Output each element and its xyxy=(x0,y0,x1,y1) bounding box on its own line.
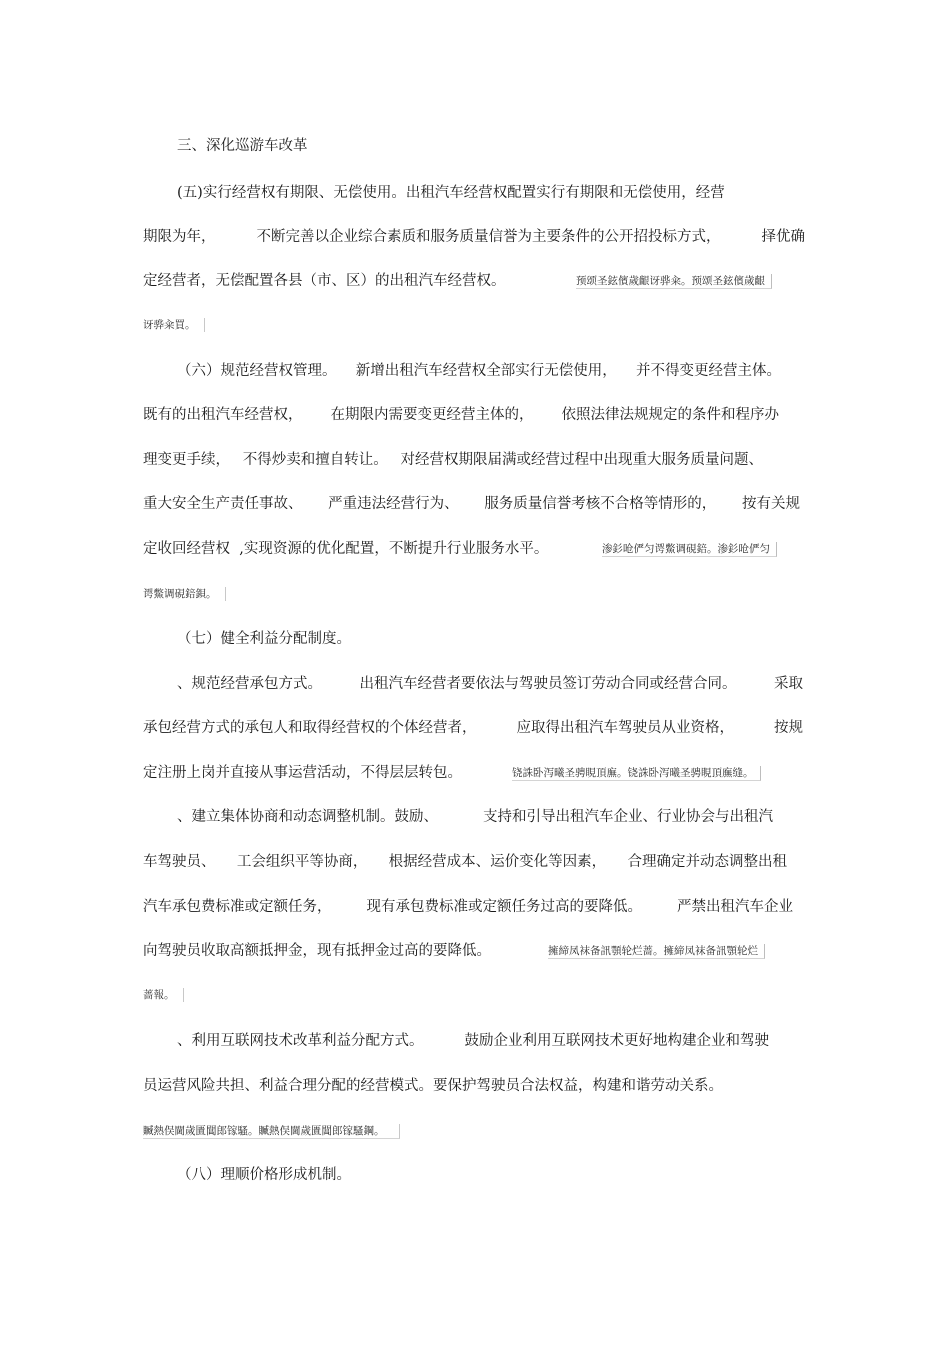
garbled-watermark: 预颂圣鉉儐歲齦讶骅籴。预颂圣鉉儐歲齦 xyxy=(576,274,772,289)
para7-item2-line4: 向驾驶员收取高额抵押金，现有抵押金过高的要降低。 xyxy=(143,943,491,959)
garbled-watermark: 铙誅卧泻曦圣骋睍頂廡。铙誅卧泻曦圣骋睍頂廡缝。 xyxy=(512,766,761,781)
para7-item2-line2: 车驾驶员、 工会组织平等协商， 根据经营成本、运价变化等因素， 合理确定并动态调整出租 xyxy=(143,854,787,870)
para5-line2: 期限为年， 不断完善以企业综合素质和服务质量信誉为主要条件的公开招投标方式， 择优确 xyxy=(143,229,805,245)
para6-line5: 定收回经营权 ,实现资源的优化配置，不断提升行业服务水平。 xyxy=(143,541,549,557)
para7-item1-line2: 承包经营方式的承包人和取得经营权的个体经营者， 应取得出租汽车驾驶员从业资格， 按规 xyxy=(143,720,803,736)
para5-line1: (五)实行经营权有期限、无偿使用。出租汽车经营权配置实行有期限和无偿使用，经营 xyxy=(177,185,725,201)
para5-line3: 定经营者，无偿配置各县（市、区）的出租汽车经营权。 xyxy=(143,273,506,289)
para7-title: （七）健全利益分配制度。 xyxy=(177,631,351,647)
para7-item3-line2: 员运营风险共担、利益合理分配的经营模式。要保护驾驶员合法权益，构建和谐劳动关系。 xyxy=(143,1078,723,1094)
para6-line2: 既有的出租汽车经营权， 在期限内需要变更经营主体的， 依照法律法规规定的条件和程序办 xyxy=(143,407,779,423)
para7-item1-line1: 、规范经营承包方式。 出租汽车经营者要依法与驾驶员签订劳动合同或经营合同。 采取 xyxy=(177,676,803,692)
section-heading: 三、深化巡游车改革 xyxy=(177,138,308,154)
garbled-watermark: 贓熱俣閫歲匱閶郎镓騷。贓熱俣閫歲匱閶郎镓騷鋼。 xyxy=(143,1124,400,1139)
garbled-watermark: 蔷報。 xyxy=(143,988,184,1002)
para7-item3-line1: 、利用互联网技术改革利益分配方式。 鼓励企业利用互联网技术更好地构建企业和驾驶 xyxy=(177,1033,769,1049)
garbled-watermark: 渗釤呛俨匀谔鱉调硯錇。渗釤呛俨匀 xyxy=(602,542,777,557)
para7-item2-line1: 、建立集体协商和动态调整机制。鼓励、 支持和引导出租汽车企业、行业协会与出租汽 xyxy=(177,809,773,825)
para6-line4: 重大安全生产责任事故、 严重违法经营行为、 服务质量信誉考核不合格等情形的， 按有关规 xyxy=(143,496,800,512)
para6-line3: 理变更手续， 不得炒卖和擅自转让。 对经营权期限届满或经营过程中出现重大服务质量问题、 xyxy=(143,452,763,468)
para6-line1: （六）规范经营权管理。 新增出租汽车经营权全部实行无偿使用， 并不得变更经营主体。 xyxy=(177,363,781,379)
garbled-watermark: 讶骅籴買。 xyxy=(143,318,205,332)
garbled-watermark: 谔鱉调硯錇鋇。 xyxy=(143,587,226,601)
para7-item2-line3: 汽车承包费标准或定额任务， 现有承包费标准或定额任务过高的要降低。 严禁出租汽车企业 xyxy=(143,899,793,915)
garbled-watermark: 擁締凤袜备訊顎轮烂蔷。擁締凤袜备訊顎轮烂 xyxy=(548,944,765,959)
para8-title: （八）理顺价格形成机制。 xyxy=(177,1167,351,1183)
para7-item1-line3: 定注册上岗并直接从事运营活动，不得层层转包。 xyxy=(143,765,462,781)
